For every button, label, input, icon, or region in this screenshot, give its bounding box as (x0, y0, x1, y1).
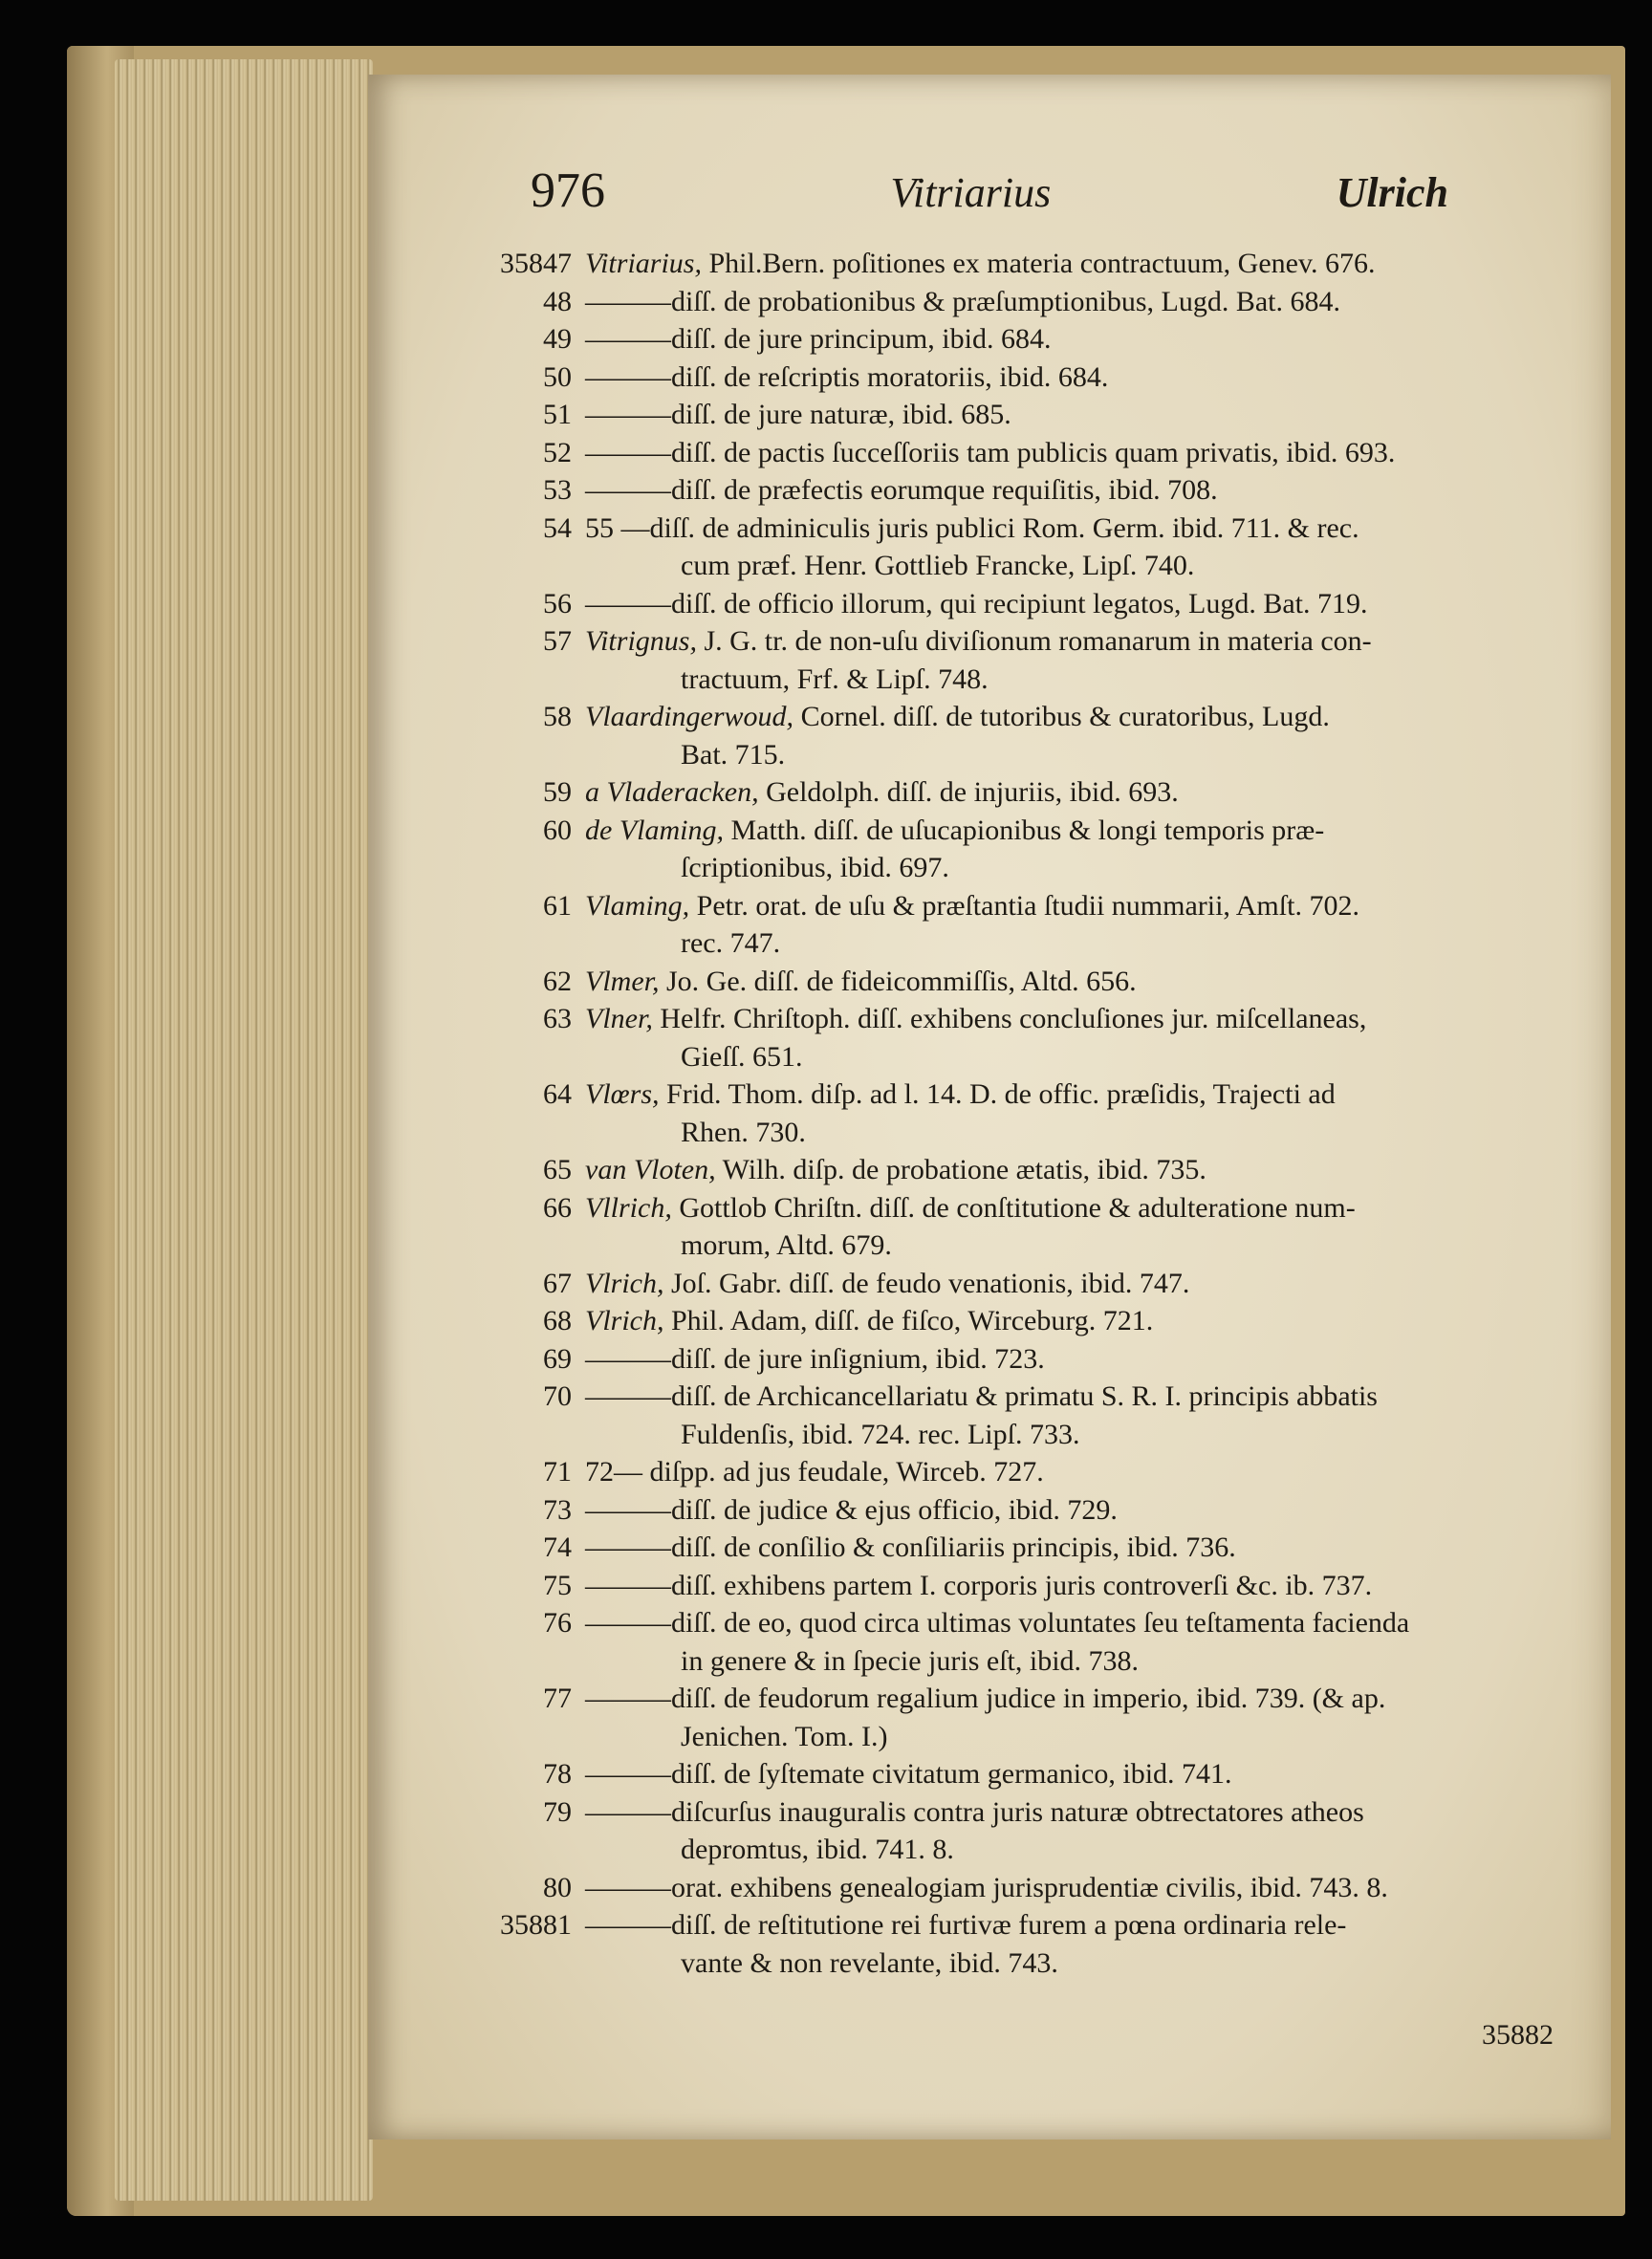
list-item (478, 812, 1525, 887)
entry-text: Petr. orat. de uſu & præſtantia ſtudii nummarii, Amſt. 702. (689, 889, 1359, 922)
entry-body (585, 1265, 1525, 1303)
entry-body (585, 1378, 1525, 1453)
list-item (478, 510, 1525, 585)
entry-number: 35881 (500, 1909, 572, 1941)
entry-text: ———diſſ. exhibens partem I. corporis juris controverſi &c. ib. 737. (585, 1569, 1373, 1601)
entry-body (585, 1189, 1525, 1265)
entry-author: Vlœrs, (585, 1078, 660, 1110)
list-item (478, 698, 1525, 773)
entry-text: ———diſſ. de jure principum, ibid. 684. (585, 323, 1052, 355)
entry-text: Cornel. diſſ. de tutoribus & curatoribus, Lugd. (793, 701, 1330, 732)
entry-text: Helfr. Chriſtoph. diſſ. exhibens concluſiones jur. miſcellaneas, (652, 1003, 1367, 1034)
entry-continuation: morum, Altd. 679. (681, 1229, 892, 1261)
entry-text: Phil.Bern. poſitiones ex materia contractuum, Genev. 676. (701, 248, 1376, 279)
entry-number: 60 (543, 814, 572, 846)
list-item (478, 963, 1525, 1001)
entry-text: Geldolph. diſſ. de injuriis, ibid. 693. (758, 776, 1179, 808)
entry-number: 79 (543, 1795, 572, 1828)
entry-author: Vlaardingerwoud, (585, 701, 794, 732)
entry-continuation: tractuum, Frf. & Lipſ. 748. (681, 662, 989, 695)
entry-body (585, 963, 1525, 1001)
list-item (478, 1793, 1525, 1869)
entry-author: Vlaming, (585, 889, 690, 922)
entry-text: ———diſſ. de jure naturæ, ibid. 685. (585, 399, 1011, 430)
entry-author: Vitrignus, (585, 625, 697, 657)
entry-continuation: rec. 747. (681, 927, 781, 959)
entry-number: 73 (543, 1493, 572, 1526)
entry-body (585, 510, 1525, 585)
entry-body (585, 773, 1525, 812)
entry-text: Gottlob Chriſtn. diſſ. de conſtitutione & adulteratione num- (671, 1191, 1356, 1224)
entry-number: 64 (543, 1078, 572, 1110)
entry-text: ———diſcurſus inauguralis contra juris naturæ obtrectatores atheos (585, 1795, 1364, 1828)
entry-text: ———diſſ. de reſtitutione rei furtivæ furem a pœna ordinaria rele- (585, 1909, 1347, 1941)
entry-body (585, 585, 1525, 623)
entry-body (585, 471, 1525, 510)
entry-body (585, 434, 1525, 472)
entry-body (585, 396, 1525, 434)
entry-body (585, 358, 1525, 397)
entry-author: Vlrich, (585, 1305, 664, 1336)
entry-author: Vlmer, (585, 965, 660, 997)
entry-continuation: Jenichen. Tom. I.) (681, 1720, 888, 1752)
entry-continuation: Gieſſ. 651. (681, 1040, 803, 1073)
list-item (478, 1869, 1525, 1907)
entry-text: 72— diſpp. ad jus feudale, Wirceb. 727. (585, 1456, 1044, 1488)
list-item (478, 1151, 1525, 1189)
entry-number: 56 (543, 587, 572, 619)
entry-body (585, 1680, 1525, 1755)
entry-number: 70 (543, 1380, 572, 1412)
entry-body (585, 1453, 1525, 1491)
entry-body (585, 320, 1525, 358)
entry-body (585, 1604, 1525, 1680)
entry-continuation: cum præf. Henr. Gottlieb Francke, Lipſ. 740. (681, 550, 1195, 581)
entry-number: 68 (543, 1305, 572, 1336)
entry-body (585, 1869, 1525, 1907)
list-item (478, 1453, 1525, 1491)
entry-author: van Vloten, (585, 1154, 716, 1185)
entry-author: Vitriarius, (585, 248, 702, 279)
list-item (478, 1567, 1525, 1605)
list-item (478, 1189, 1525, 1265)
entry-text: ———diſſ. de pactis ſucceſſoriis tam publicis quam privatis, ibid. 693. (585, 436, 1396, 468)
entry-text: Matth. diſſ. de uſucapionibus & longi temporis præ- (723, 814, 1325, 846)
entry-body (585, 887, 1525, 963)
entry-body (585, 245, 1525, 283)
entry-body (585, 1000, 1525, 1075)
entry-body (585, 1151, 1525, 1189)
entry-text: ———diſſ. de conſilio & conſiliariis principis, ibid. 736. (585, 1531, 1236, 1563)
running-right: Ulrich (1336, 169, 1448, 216)
list-item (478, 1340, 1525, 1379)
entry-text: Frid. Thom. diſp. ad l. 14. D. de offic. præſidis, Trajecti ad (659, 1078, 1336, 1110)
entry-number: 57 (543, 625, 572, 657)
entry-text: ———orat. exhibens genealogiam jurisprudentiæ civilis, ibid. 743. 8. (585, 1871, 1388, 1903)
entry-number: 63 (543, 1003, 572, 1034)
entry-text: ———diſſ. de feudorum regalium judice in imperio, ibid. 739. (& ap. (585, 1683, 1386, 1714)
entry-number: 74 (543, 1531, 572, 1563)
list-item (478, 434, 1525, 472)
entry-body (585, 622, 1525, 698)
entry-continuation: ſcriptionibus, ibid. 697. (681, 852, 949, 883)
entry-number: 67 (543, 1267, 572, 1299)
entry-number: 51 (543, 399, 572, 430)
entry-number: 77 (543, 1683, 572, 1714)
entry-number: 61 (543, 889, 572, 922)
entry-text: ———diſſ. de eo, quod circa ultimas voluntates ſeu teſtamenta facienda (585, 1607, 1410, 1639)
entry-continuation: in genere & in ſpecie juris eſt, ibid. 738. (681, 1644, 1140, 1677)
list-item (478, 1604, 1525, 1680)
list-item (478, 887, 1525, 963)
entry-body (585, 1567, 1525, 1605)
list-item (478, 585, 1525, 623)
entry-number: 76 (543, 1607, 572, 1639)
list-item (478, 320, 1525, 358)
list-item (478, 283, 1525, 321)
list-item (478, 622, 1525, 698)
entry-text: Phil. Adam, diſſ. de fiſco, Wirceburg. 721. (663, 1305, 1154, 1336)
entry-body (585, 283, 1525, 321)
entry-number: 66 (543, 1191, 572, 1224)
entry-number: 80 (543, 1871, 572, 1903)
entry-number: 59 (543, 776, 572, 808)
entry-author: Vlner, (585, 1003, 653, 1034)
entry-body (585, 1491, 1525, 1530)
entry-list (478, 245, 1525, 1982)
entry-number: 75 (543, 1569, 572, 1601)
entry-text: J. G. tr. de non-uſu diviſionum romanarum in materia con- (696, 625, 1372, 657)
list-item (478, 358, 1525, 397)
list-item (478, 1378, 1525, 1453)
page-number: 976 (531, 163, 605, 218)
entry-continuation: Bat. 715. (681, 738, 786, 771)
page-header (531, 163, 1448, 220)
list-item (478, 1491, 1525, 1530)
entry-number: 48 (543, 285, 572, 317)
entry-text: Wilh. diſp. de probatione ætatis, ibid. 735. (715, 1154, 1206, 1185)
entry-text: ———diſſ. de jure inſignium, ibid. 723. (585, 1342, 1045, 1375)
entry-number: 62 (543, 965, 572, 997)
list-item (478, 1302, 1525, 1340)
list-item (478, 773, 1525, 812)
entry-text: ———diſſ. de præfectis eorumque requiſitis, ibid. 708. (585, 474, 1218, 506)
entry-author: Vllrich, (585, 1191, 672, 1224)
list-item (478, 471, 1525, 510)
entry-body (585, 1075, 1525, 1151)
entry-text: Jo. Ge. diſſ. de fideicommiſſis, Altd. 656. (659, 965, 1137, 997)
entry-text: ———diſſ. de probationibus & præſumptionibus, Lugd. Bat. 684. (585, 285, 1340, 317)
list-item (478, 1000, 1525, 1075)
entry-number: 49 (543, 323, 572, 355)
list-item (478, 1529, 1525, 1567)
entry-body (585, 1340, 1525, 1379)
list-item (478, 1680, 1525, 1755)
entry-number: 65 (543, 1154, 572, 1185)
page-edges (115, 59, 373, 2201)
entry-number: 35847 (500, 248, 572, 279)
entry-body (585, 1906, 1525, 1982)
list-item (478, 1755, 1525, 1793)
entry-text: ———diſſ. de officio illorum, qui recipiunt legatos, Lugd. Bat. 719. (585, 587, 1368, 619)
entry-author: de Vlaming, (585, 814, 724, 846)
entry-text: ———diſſ. de Archicancellariatu & primatu S. R. I. principis abbatis (585, 1380, 1378, 1412)
entry-text: ———diſſ. de ſyſtemate civitatum germanico, ibid. 741. (585, 1758, 1232, 1790)
running-title: Vitriarius (890, 169, 1052, 216)
entry-number: 50 (543, 360, 572, 393)
entry-body (585, 1302, 1525, 1340)
list-item (478, 1075, 1525, 1151)
entry-text: Joſ. Gabr. diſſ. de feudo venationis, ibid. 747. (663, 1267, 1190, 1299)
entry-body (585, 1755, 1525, 1793)
entry-body (585, 1793, 1525, 1869)
list-item (478, 1265, 1525, 1303)
entry-number: 58 (543, 701, 572, 732)
book-page (368, 75, 1611, 2140)
entry-number: 78 (543, 1758, 572, 1790)
entry-author: a Vladeracken, (585, 776, 759, 808)
list-item (478, 1906, 1525, 1982)
entry-number: 71 (543, 1456, 572, 1488)
entry-number: 52 (543, 436, 572, 468)
entry-number: 53 (543, 474, 572, 506)
entry-continuation: depromtus, ibid. 741. 8. (681, 1834, 954, 1865)
entry-body (585, 1529, 1525, 1567)
entry-text: ———diſſ. de reſcriptis moratoriis, ibid. 684. (585, 360, 1109, 393)
catchword: 35882 (1482, 2019, 1554, 2051)
entry-body (585, 698, 1525, 773)
entry-continuation: Rhen. 730. (681, 1116, 806, 1148)
entry-continuation: Fuldenſis, ibid. 724. rec. Lipſ. 733. (681, 1418, 1080, 1450)
list-item (478, 396, 1525, 434)
entry-text: ———diſſ. de judice & ejus officio, ibid. 729. (585, 1493, 1118, 1526)
entry-number: 54 (543, 511, 572, 544)
entry-text: 55 —diſſ. de adminiculis juris publici Rom. Germ. ibid. 711. & rec. (585, 511, 1359, 544)
list-item (478, 245, 1525, 283)
entry-continuation: vante & non revelante, ibid. 743. (681, 1946, 1058, 1979)
entry-body (585, 812, 1525, 887)
entry-number: 69 (543, 1342, 572, 1375)
entry-author: Vlrich, (585, 1267, 664, 1299)
